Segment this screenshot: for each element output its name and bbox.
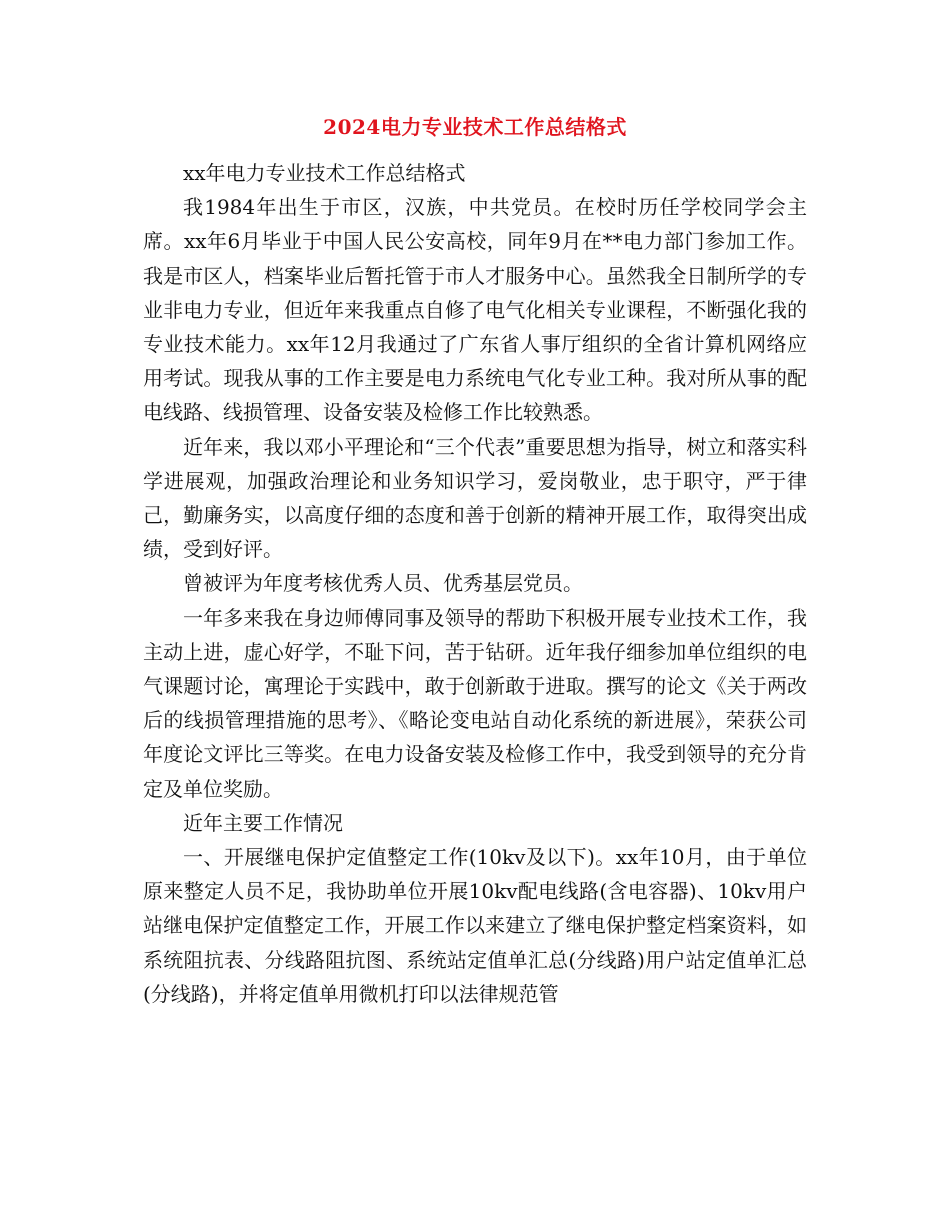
paragraph-professional-work: 一年多来我在身边师傅同事及领导的帮助下积极开展专业技术工作，我主动上进，虚心好学，不耻下问，苦于钻研。近年我仔细参加单位组织的电气课题讨论，寓理论于实践中，敢于创新敢于进取。撰写的论文《关于两改后的线损管理措施的思考》、《略论变电站自动化系统的新进展》，荣获公司年度论文评比三等奖。在电力设备安装及检修工作中，我受到领导的充分肯定及单位奖励。	[143, 605, 807, 801]
paragraph-section-heading: 近年主要工作情况	[183, 810, 343, 835]
paragraph-work-attitude: 近年来，我以邓小平理论和“三个代表”重要思想为指导，树立和落实科学进展观，加强政治理论和业务知识学习，爱岗敬业，忠于职守，严于律己，勤廉务实，以高度仔细的态度和善于创新的精神开展工作，取得突出成绩，受到好评。	[143, 434, 807, 562]
paragraph-heading-line: xx年电力专业技术工作总结格式	[183, 161, 466, 185]
paragraph-relay-protection: 一、开展继电保护定值整定工作(10kv及以下)。xx年10月，由于单位原来整定人员不足，我协助单位开展10kv配电线路(含电容器)、10kv用户站继电保护定值整定工作，开展工作以来建立了继电保护整定档案资料，如系统阻抗表、分线路阻抗图、系统站定值单汇总(分线路)用户站定值单汇总(分线路)，并将定值单用微机打印以法律规范管	[143, 845, 807, 1006]
paragraph-personal-background: 我1984年出生于市区，汉族，中共党员。在校时历任学校同学会主席。xx年6月毕业于中国人民公安高校，同年9月在**电力部门参加工作。我是市区人，档案毕业后暂托管于市人才服务中心。虽然我全日制所学的专业非电力专业，但近年来我重点自修了电气化相关专业课程，不断强化我的专业技术能力。xx年12月我通过了广东省人事厅组织的全省计算机网络应用考试。现我从事的工作主要是电力系统电气化专业工种。我对所从事的配电线路、线损管理、设备安装及检修工作比较熟悉。	[143, 195, 807, 425]
document-title: 2024电力专业技术工作总结格式	[323, 115, 627, 139]
paragraph-honors: 曾被评为年度考核优秀人员、优秀基层党员。	[183, 571, 583, 596]
document-body	[143, 156, 807, 1011]
